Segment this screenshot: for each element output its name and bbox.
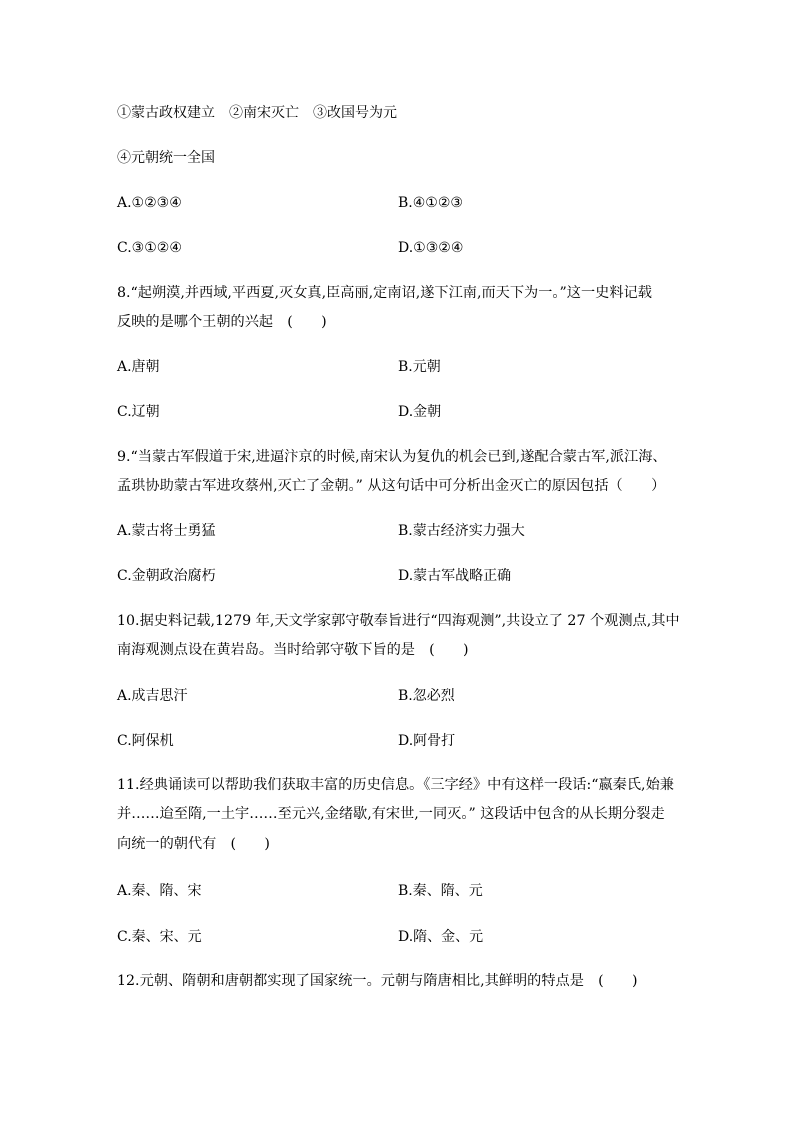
q11-choice-b: B.秦、隋、元 [398,883,483,899]
q10-choice-a: A.成吉思汗 [117,688,188,704]
choice-c: C.③①②④ [117,240,182,256]
q8-choice-d: D.金朝 [398,404,442,420]
choice-d: D.①③②④ [398,240,464,256]
q10-choice-c: C.阿保机 [117,733,174,749]
q9-choice-d: D.蒙古军战略正确 [398,568,512,584]
question-8-line-2: 反映的是哪个王朝的兴起 ( ) [117,314,327,330]
question-11-line-2: 并……迨至隋,一土宇……至元兴,金绪歇,有宋世,一同灭。” 这段话中包含的从长期分裂走 [117,806,665,822]
q11-choice-c: C.秦、宋、元 [117,929,202,945]
q11-choice-a: A.秦、隋、宋 [117,883,202,899]
q8-choice-c: C.辽朝 [117,404,160,420]
q9-choice-b: B.蒙古经济实力强大 [398,523,525,539]
options-line-1: ①蒙古政权建立 ②南宋灭亡 ③改国号为元 [117,105,397,121]
question-9-line-1: 9.“当蒙古军假道于宋,进逼汴京的时候,南宋认为复仇的机会已到,遂配合蒙古军,派江海、 [117,449,667,465]
question-12-line-1: 12.元朝、隋朝和唐朝都实现了国家统一。元朝与隋唐相比,其鲜明的特点是 ( ) [117,973,638,989]
q10-choice-b: B.忽必烈 [398,688,455,704]
question-9-line-2: 孟珙协助蒙古军进攻蔡州,灭亡了金朝。” 从这句话中可分析出金灭亡的原因包括（ ） [117,478,666,494]
q11-choice-d: D.隋、金、元 [398,929,484,945]
q8-choice-b: B.元朝 [398,359,441,375]
q9-choice-a: A.蒙古将士勇猛 [117,523,216,539]
question-10-line-1: 10.据史料记载,1279 年,天文学家郭守敬奉旨进行“四海观测”,共设立了 27 个观测点,其中 [117,613,680,629]
q10-choice-d: D.阿骨打 [398,733,456,749]
options-line-2: ④元朝统一全国 [117,150,215,166]
choice-a: A.①②③④ [117,195,182,211]
q8-choice-a: A.唐朝 [117,359,160,375]
question-11-line-3: 向统一的朝代有 ( ) [117,836,270,852]
question-10-line-2: 南海观测点设在黄岩岛。当时给郭守敬下旨的是 ( ) [117,642,469,658]
question-11-line-1: 11.经典诵读可以帮助我们获取丰富的历史信息。《三字经》中有这样一段话:“嬴秦氏,始兼 [117,777,674,793]
question-8-line-1: 8.“起朔漠,并西域,平西夏,灭女真,臣高丽,定南诏,遂下江南,而天下为一。”这一史料记载 [117,285,652,301]
choice-b: B.④①②③ [398,195,463,211]
q9-choice-c: C.金朝政治腐朽 [117,568,216,584]
